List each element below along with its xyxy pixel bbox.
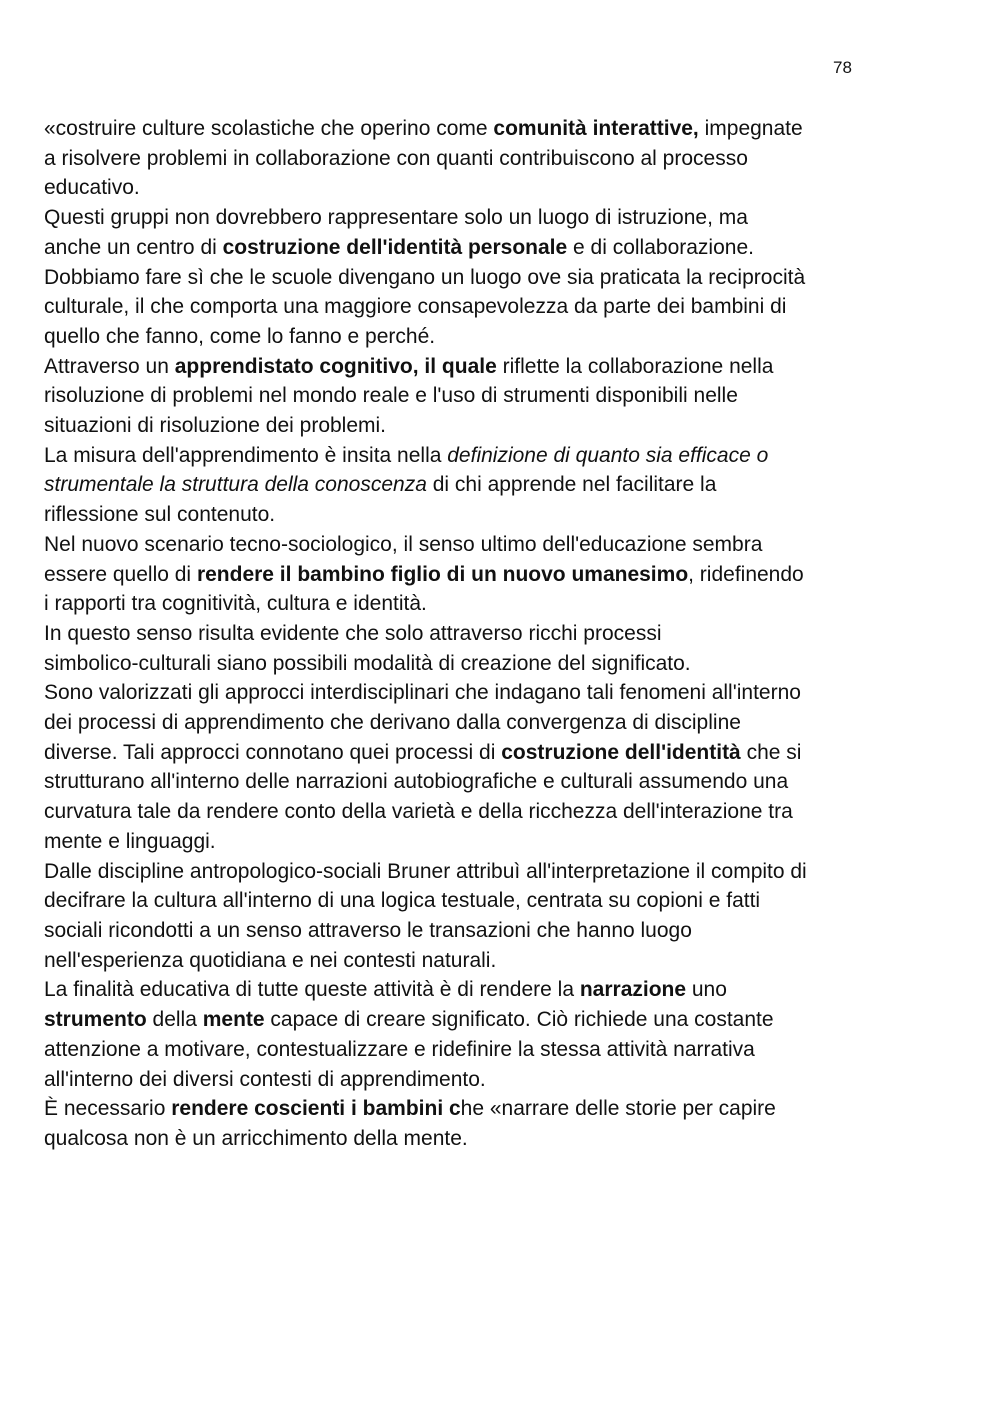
text-line — [44, 233, 874, 263]
text-line — [44, 203, 874, 233]
bold-text: costruzione dell'identità — [501, 740, 741, 764]
text-span: nell'esperienza quotidiana e nei contesti naturali. — [44, 948, 497, 972]
text-line — [44, 560, 874, 590]
text-span: risoluzione di problemi nel mondo reale e l'uso di strumenti disponibili nelle — [44, 384, 738, 408]
text-span: impegnate — [698, 117, 803, 140]
text-span: quello che fanno, come lo fanno e perché. — [44, 324, 436, 348]
text-line — [44, 589, 874, 619]
text-span: qualcosa non è un arricchimento della mente. — [44, 1126, 468, 1150]
text-span: Attraverso un — [44, 354, 175, 378]
text-line — [44, 975, 874, 1005]
text-line — [44, 857, 874, 887]
italic-text: strumentale la struttura della conoscenza — [44, 473, 427, 497]
text-span: educativo. — [44, 176, 140, 200]
text-line — [44, 1124, 874, 1154]
text-line — [44, 886, 874, 916]
text-span: essere quello di — [44, 562, 197, 586]
text-line — [44, 678, 874, 708]
text-span: all'interno dei diversi contesti di apprendimento. — [44, 1067, 486, 1091]
text-span: e di collaborazione. — [567, 235, 754, 259]
text-span: Nel nuovo scenario tecno-sociologico, il senso ultimo dell'educazione sembra — [44, 532, 763, 556]
text-line — [44, 916, 874, 946]
text-line — [44, 441, 874, 471]
text-line — [44, 1065, 874, 1095]
bold-text: comunità interattive, — [493, 117, 699, 140]
text-span: riflette la collaborazione nella — [496, 354, 774, 378]
text-line — [44, 738, 874, 768]
text-span: uno — [686, 978, 727, 1002]
text-line — [44, 708, 874, 738]
text-span: a risolvere problemi in collaborazione con quanti contribuiscono al processo — [44, 146, 748, 170]
text-span: riflessione sul contenuto. — [44, 503, 276, 527]
text-span: he «narrare delle storie per capire — [460, 1097, 776, 1121]
text-span: dei processi di apprendimento che derivano dalla convergenza di discipline — [44, 711, 741, 735]
text-line — [44, 530, 874, 560]
bold-text: costruzione dell'identità personale — [222, 235, 568, 259]
text-span: sociali ricondotti a un senso attraverso le transazioni che hanno luogo — [44, 918, 692, 942]
text-span: decifrare la cultura all'interno di una logica testuale, centrata su copioni e fatti — [44, 889, 761, 913]
text-line — [44, 767, 874, 797]
text-line — [44, 263, 874, 293]
text-span: che si — [740, 740, 802, 764]
text-line — [44, 1005, 874, 1035]
text-line — [44, 292, 874, 322]
text-line — [44, 1035, 874, 1065]
text-span: La misura dell'apprendimento è insita nella — [44, 443, 448, 467]
bold-text: mente — [202, 1008, 265, 1032]
text-line — [44, 322, 874, 352]
text-span: mente e linguaggi. — [44, 829, 216, 853]
text-span: Sono valorizzati gli approcci interdisciplinari che indagano tali fenomeni all'interno — [44, 681, 801, 705]
text-line — [44, 173, 874, 203]
text-line — [44, 352, 874, 382]
text-span: strutturano all'interno delle narrazioni autobiografiche e culturali assumendo una — [44, 770, 789, 794]
text-line — [44, 470, 874, 500]
text-line — [44, 797, 874, 827]
text-line — [44, 114, 874, 144]
text-span: È necessario — [44, 1097, 172, 1121]
bold-text: strumento — [44, 1008, 147, 1032]
text-span: attenzione a motivare, contestualizzare e ridefinire la stessa attività narrativa — [44, 1037, 755, 1061]
text-line — [44, 649, 874, 679]
page-number: 78 — [833, 58, 852, 77]
text-span: della — [146, 1008, 203, 1032]
text-span: Dalle discipline antropologico-sociali Bruner attribuì all'interpretazione il compito di — [44, 859, 807, 883]
text-span: , ridefinendo — [688, 562, 804, 586]
text-span: In questo senso risulta evidente che solo attraverso ricchi processi — [44, 621, 662, 645]
text-line — [44, 500, 874, 530]
text-span: simbolico-culturali siano possibili modalità di creazione del significato. — [44, 651, 691, 675]
text-span: Questi gruppi non dovrebbero rappresentare solo un luogo di istruzione, ma — [44, 206, 748, 230]
text-span: capace di creare significato. Ciò richiede una costante — [264, 1008, 774, 1032]
bold-text: apprendistato cognitivo, il quale — [174, 354, 497, 378]
bold-text: rendere il bambino figlio di un nuovo umanesimo — [196, 562, 689, 586]
text-span: situazioni di risoluzione dei problemi. — [44, 414, 387, 438]
text-span: La finalità educativa di tutte queste attività è di rendere la — [44, 978, 580, 1002]
text-line — [44, 411, 874, 441]
text-line — [44, 619, 874, 649]
text-line — [44, 381, 874, 411]
text-span: i rapporti tra cognitività, cultura e identità. — [44, 592, 427, 616]
body-text — [44, 114, 874, 1154]
text-span: anche un centro di — [44, 235, 223, 259]
italic-text: definizione di quanto sia efficace o — [447, 443, 769, 467]
bold-text: narrazione — [579, 978, 687, 1002]
text-span: di chi apprende nel facilitare la — [426, 473, 717, 497]
text-span: curvatura tale da rendere conto della varietà e della ricchezza dell'interazione tra — [44, 800, 793, 824]
text-span: diverse. Tali approcci connotano quei processi di — [44, 740, 502, 764]
text-line — [44, 827, 874, 857]
text-span: culturale, il che comporta una maggiore consapevolezza da parte dei bambini di — [44, 295, 787, 319]
text-span: «costruire culture scolastiche che operino come — [44, 117, 494, 140]
text-line — [44, 946, 874, 976]
text-line — [44, 144, 874, 174]
bold-text: rendere coscienti i bambini c — [171, 1097, 461, 1121]
text-span: Dobbiamo fare sì che le scuole divengano un luogo ove sia praticata la reciprocità — [44, 265, 806, 289]
text-line — [44, 1094, 874, 1124]
